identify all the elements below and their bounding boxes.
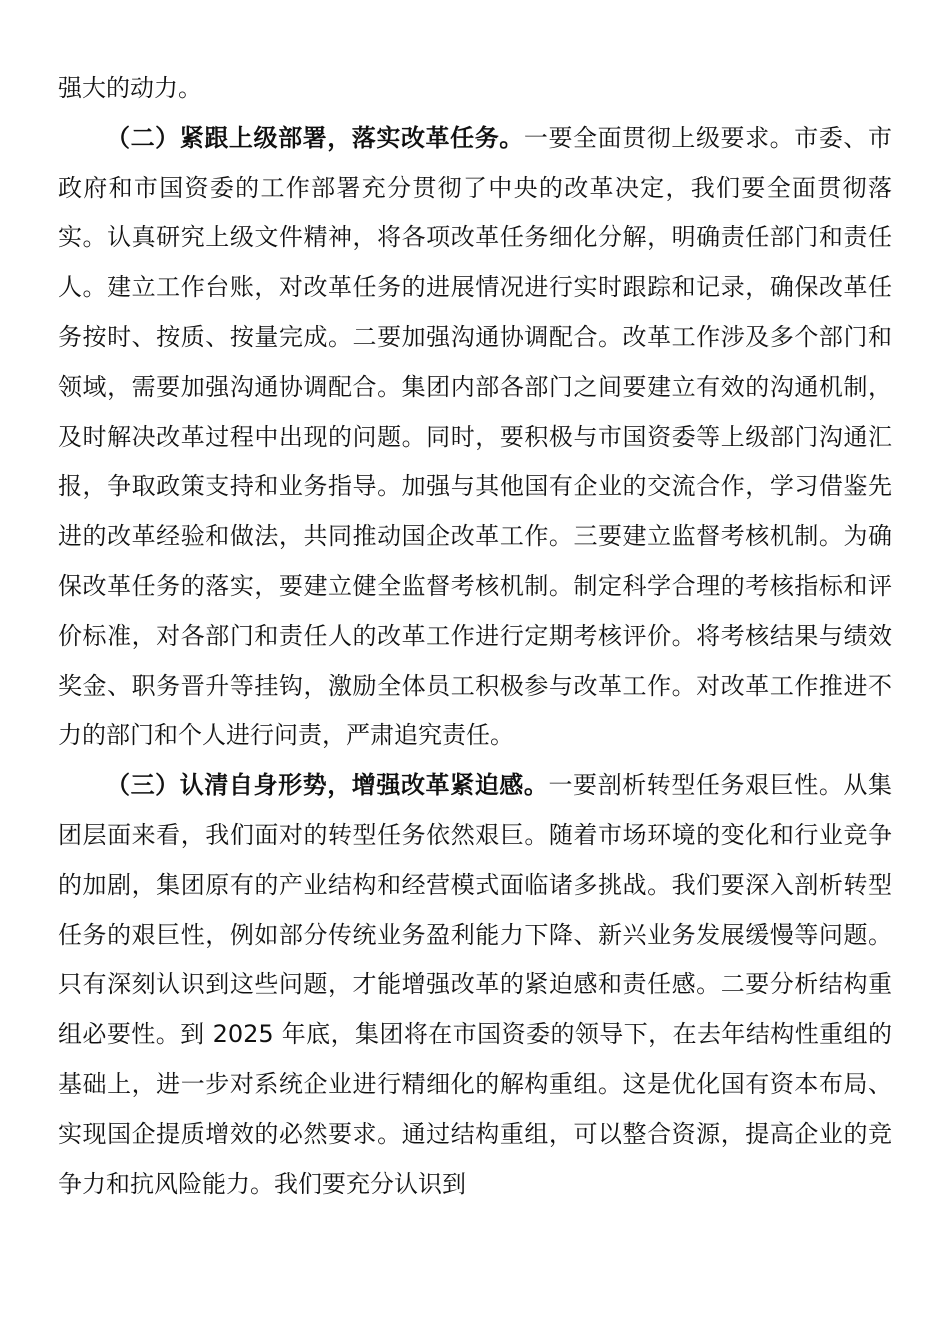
- document-page: [58, 64, 892, 1209]
- paragraph-text: 一要剖析转型任务艰巨性。从集团层面来看，我们面对的转型任务依然艰巨。随着市场环境的变化和行业竞争的加剧，集团原有的产业结构和经营模式面临诸多挑战。我们要深入剖析转型任务的艰巨性，例如部分传统业务盈利能力下降、新兴业务发展缓慢等问题。只有深刻认识到这些问题，才能增强改革的紧迫感和责任感。二要分析结构重组必要性。到 2025 年底，集团将在市国资委的领导下，在去年结构性重组的基础上，进一步对系统企业进行精细化的解构重组。这是优化国有资本布局、实现国企提质增效的必然要求。通过结构重组，可以整合资源，提高企业的竞争力和抗风险能力。我们要充分认识到: [58, 771, 893, 1198]
- section-heading: （二）紧跟上级部署，落实改革任务。: [106, 123, 524, 152]
- paragraph-section-2: [58, 114, 892, 761]
- section-heading: （三）认清自身形势，增强改革紧迫感。: [106, 771, 549, 800]
- paragraph-section-3: [58, 761, 892, 1209]
- paragraph-continuation: [58, 64, 892, 114]
- paragraph-text: 强大的动力。: [58, 74, 202, 102]
- paragraph-text: 一要全面贯彻上级要求。市委、市政府和市国资委的工作部署充分贯彻了中央的改革决定，我们要全面贯彻落实。认真研究上级文件精神，将各项改革任务细化分解，明确责任部门和责任人。建立工作台账，对改革任务的进展情况进行实时跟踪和记录，确保改革任务按时、按质、按量完成。二要加强沟通协调配合。改革工作涉及多个部门和领域，需要加强沟通协调配合。集团内部各部门之间要建立有效的沟通机制，及时解决改革过程中出现的问题。同时，要积极与市国资委等上级部门沟通汇报，争取政策支持和业务指导。加强与其他国有企业的交流合作，学习借鉴先进的改革经验和做法，共同推动国企改革工作。三要建立监督考核机制。为确保改革任务的落实，要建立健全监督考核机制。制定科学合理的考核指标和评价标准，对各部门和责任人的改革工作进行定期考核评价。将考核结果与绩效奖金、职务晋升等挂钩，激励全体员工积极参与改革工作。对改革工作推进不力的部门和个人进行问责，严肃追究责任。: [58, 123, 893, 750]
